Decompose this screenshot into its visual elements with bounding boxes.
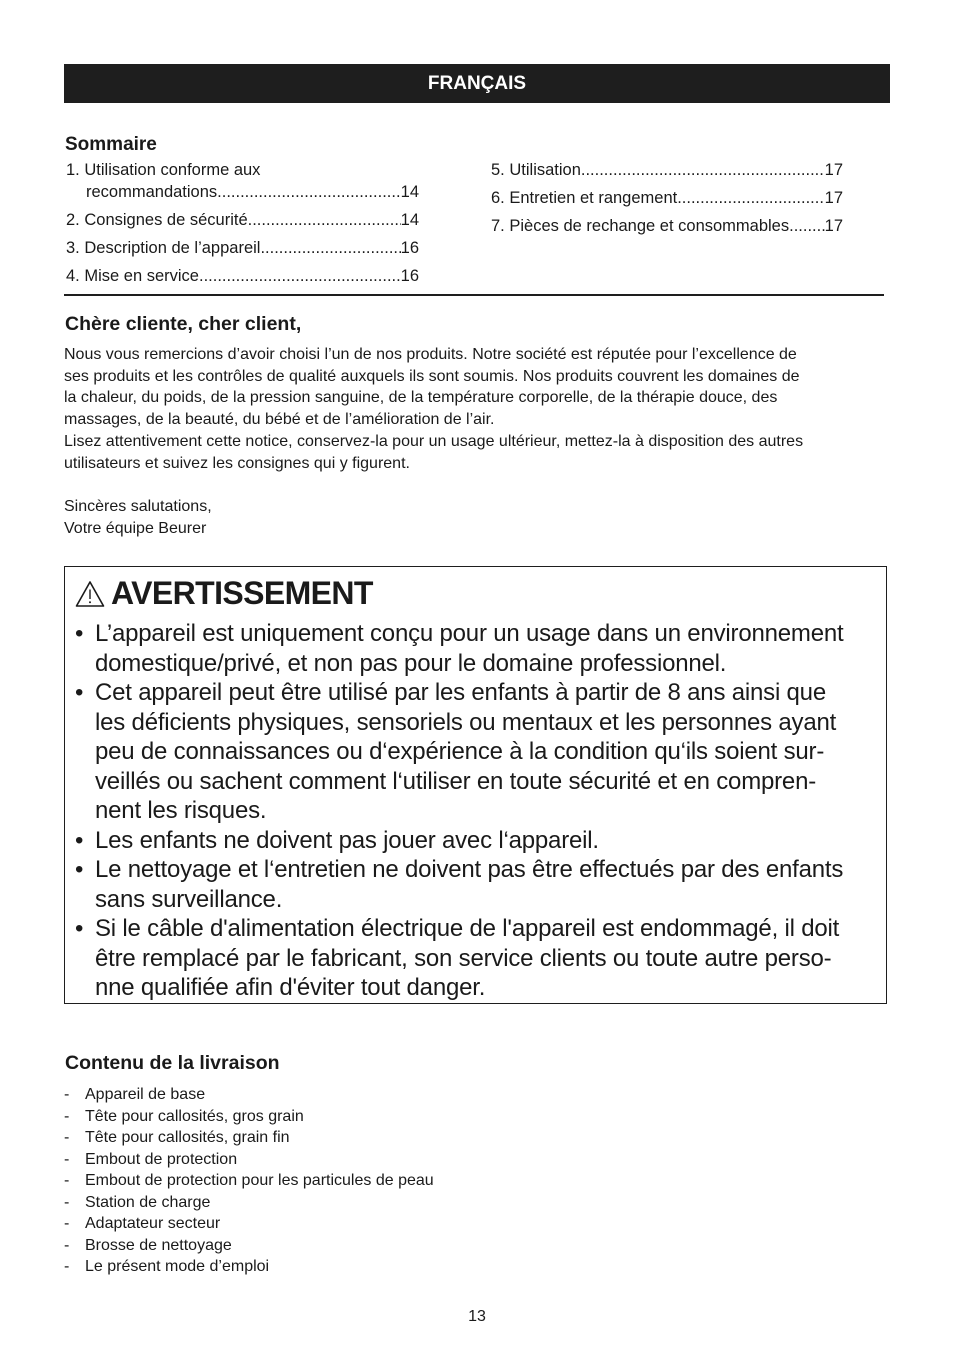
toc-number: 6. bbox=[491, 189, 505, 207]
delivery-list bbox=[64, 1084, 434, 1278]
toc-number: 2. bbox=[66, 211, 80, 229]
toc-page: 16 bbox=[400, 267, 419, 285]
toc-leader bbox=[248, 209, 401, 231]
toc-heading: Sommaire bbox=[65, 134, 157, 155]
warning-item: • Les enfants ne doivent pas jouer avec l‘appareil. bbox=[75, 826, 599, 854]
warning-list bbox=[75, 619, 881, 1003]
greeting-line: massages, de la beauté, du bébé et de l’amélioration de l’air. bbox=[64, 411, 495, 429]
delivery-item: - Appareil de base bbox=[64, 1086, 206, 1103]
greeting-signature: Votre équipe Beurer bbox=[64, 519, 207, 537]
toc-entry[interactable] bbox=[66, 209, 419, 231]
delivery-heading: Contenu de la livraison bbox=[65, 1052, 280, 1074]
toc-page: 17 bbox=[824, 217, 843, 235]
toc-entry[interactable] bbox=[66, 237, 419, 259]
toc-label: Mise en service bbox=[84, 267, 199, 285]
toc-leader bbox=[581, 159, 825, 181]
toc-leader bbox=[677, 187, 824, 209]
greeting-body bbox=[64, 344, 894, 539]
warning-item: • Cet appareil peut être utilisé par les enfants à partir de 8 ans ainsi que les déficients physiques, sensoriels ou mentaux et les personnes ayant peu de connaissances ou d‘expérience à la condition qu‘ils soient sur- veillés ou sachent comment l‘utiliser en toute sécurité et en compren- nent les risques. bbox=[75, 679, 837, 824]
warning-triangle-icon bbox=[75, 580, 105, 608]
toc-leader bbox=[260, 237, 400, 259]
delivery-item: - Le présent mode d’emploi bbox=[64, 1258, 270, 1275]
warning-box bbox=[64, 566, 887, 1004]
warning-item: • Le nettoyage et l‘entretien ne doivent pas être effectués par des enfants sans surveillance. bbox=[75, 856, 844, 913]
toc-left-column bbox=[66, 159, 419, 293]
toc-label: Utilisation bbox=[509, 161, 581, 179]
toc-number: 7. bbox=[491, 217, 505, 235]
warning-title-text: AVERTISSEMENT bbox=[111, 575, 373, 611]
section-divider bbox=[64, 294, 884, 296]
warning-title bbox=[75, 575, 373, 612]
toc-number: 5. bbox=[491, 161, 505, 179]
toc-entry[interactable] bbox=[491, 187, 843, 209]
delivery-item: - Brosse de nettoyage bbox=[64, 1236, 232, 1254]
toc-entry[interactable] bbox=[491, 159, 843, 181]
delivery-item: - Station de charge bbox=[64, 1193, 211, 1211]
toc-page: 16 bbox=[400, 239, 419, 257]
delivery-item: - Embout de protection pour les particules de peau bbox=[64, 1172, 434, 1189]
language-header-bar bbox=[64, 64, 890, 103]
greeting-line: Lisez attentivement cette notice, conservez-la pour un usage ultérieur, mettez-la à disposition des autres bbox=[64, 432, 804, 450]
greeting-heading: Chère cliente, cher client, bbox=[65, 313, 302, 335]
warning-item: • L’appareil est uniquement conçu pour un usage dans un environnement domestique/privé, et non pas pour le domaine professionnel. bbox=[75, 620, 844, 677]
greeting-line: ses produits et les contrôles de qualité auxquels ils sont soumis. Nos produits couvrent les domaines de bbox=[64, 367, 800, 385]
toc-label: Utilisation conforme aux bbox=[84, 161, 261, 179]
toc-page: 17 bbox=[824, 161, 843, 179]
warning-item: • Si le câble d'alimentation électrique de l'appareil est endommagé, il doit être remplacé par le fabricant, son service clients ou toute autre perso- nne qualifiée afin d'éviter tout danger. bbox=[75, 915, 840, 1001]
toc-page: 17 bbox=[824, 189, 843, 207]
toc-right-column bbox=[491, 159, 843, 243]
greeting-line: la chaleur, du poids, de la pression sanguine, de la température corporelle, de la thérapie douce, des bbox=[64, 389, 778, 407]
toc-number: 4. bbox=[66, 267, 80, 285]
delivery-item: - Embout de protection bbox=[64, 1150, 238, 1168]
toc-page: 14 bbox=[400, 211, 419, 229]
delivery-item: - Adaptateur secteur bbox=[64, 1215, 221, 1232]
greeting-line: utilisateurs et suivez les consignes qui y figurent. bbox=[64, 454, 410, 472]
greeting-closing: Sincères salutations, bbox=[64, 497, 212, 515]
toc-page: 14 bbox=[400, 183, 419, 201]
toc-entry[interactable] bbox=[66, 159, 419, 203]
toc-number: 3. bbox=[66, 239, 80, 257]
toc-label: recommandations bbox=[86, 183, 218, 201]
toc-leader bbox=[789, 215, 825, 237]
toc-leader bbox=[199, 265, 401, 287]
toc-entry[interactable] bbox=[66, 265, 419, 287]
toc-leader bbox=[217, 181, 400, 203]
toc-label: Consignes de sécurité bbox=[84, 211, 248, 229]
delivery-item: - Tête pour callosités, gros grain bbox=[64, 1107, 304, 1125]
toc-label: Entretien et rangement bbox=[509, 189, 678, 207]
delivery-item: - Tête pour callosités, grain fin bbox=[64, 1129, 290, 1146]
toc-label: Pièces de rechange et consommables bbox=[509, 217, 790, 235]
toc-label: Description de l’appareil bbox=[84, 239, 261, 257]
page-number: 13 bbox=[468, 1308, 486, 1325]
language-label: FRANÇAIS bbox=[427, 72, 527, 94]
toc-number: 1. bbox=[66, 161, 80, 179]
toc-entry[interactable] bbox=[491, 215, 843, 237]
greeting-line: Nous vous remercions d’avoir choisi l’un de nos produits. Notre société est réputée pour l’excellence de bbox=[64, 346, 797, 363]
